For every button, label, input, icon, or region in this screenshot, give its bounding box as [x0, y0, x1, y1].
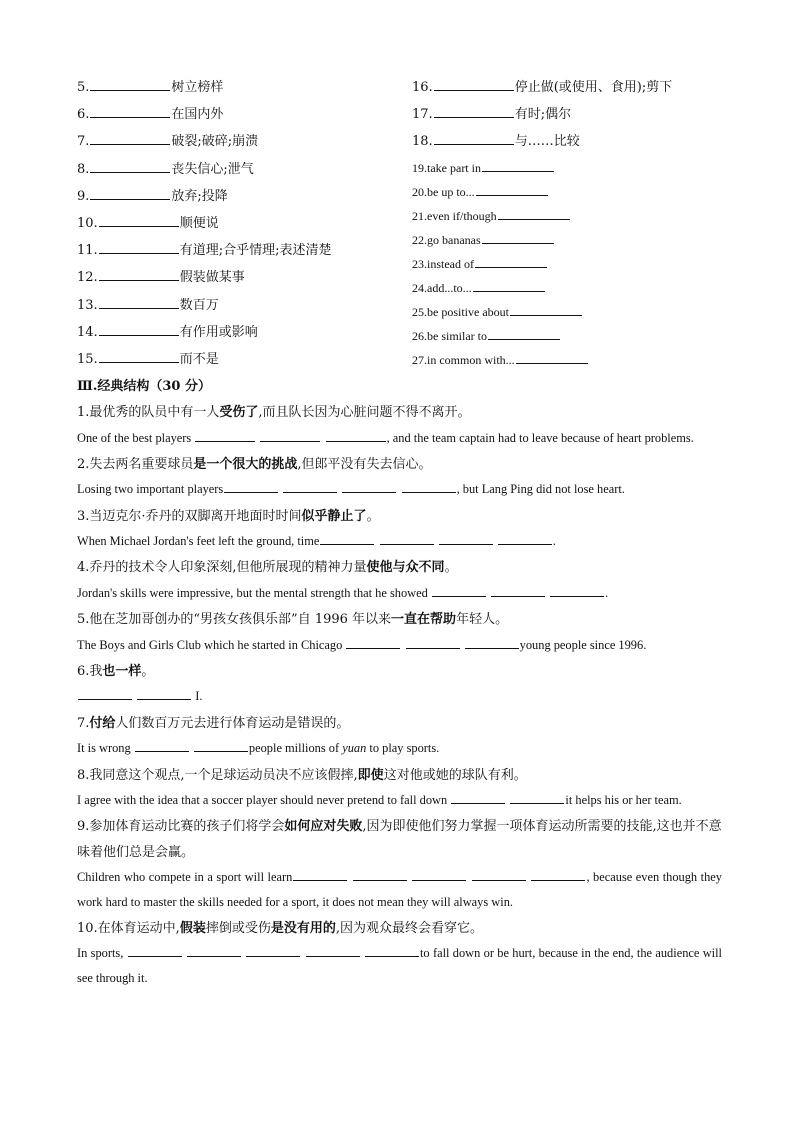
answer-blank[interactable] [510, 791, 564, 804]
answer-blank[interactable] [320, 532, 374, 545]
answer-blank[interactable] [498, 532, 552, 545]
answer-blank[interactable] [510, 303, 582, 316]
answer-blank[interactable] [128, 944, 182, 957]
vocab-left-column [77, 74, 397, 373]
answer-blank[interactable] [194, 739, 248, 752]
answer-blank[interactable] [342, 480, 396, 493]
vocab-item: 12. 假装做某事 [77, 264, 397, 291]
vocab-item: 26.be similar to [412, 324, 742, 348]
question-3 [77, 504, 722, 554]
answer-blank[interactable] [516, 351, 588, 364]
answer-blank[interactable] [476, 183, 548, 196]
vocab-right-column [412, 74, 742, 372]
answer-blank[interactable] [406, 636, 460, 649]
answer-blank[interactable] [434, 75, 514, 91]
question-4 [77, 555, 722, 605]
answer-blank[interactable] [434, 129, 514, 145]
answer-blank[interactable] [353, 868, 407, 881]
vocab-item: 5. 树立榜样 [77, 74, 397, 101]
answer-blank[interactable] [90, 102, 170, 118]
answer-blank[interactable] [135, 739, 189, 752]
question-answer-line: It is wrong people millions of yuan to play sports. [77, 741, 440, 756]
answer-blank[interactable] [326, 429, 386, 442]
vocab-item: 17. 有时;偶尔 [412, 101, 742, 128]
answer-blank[interactable] [224, 480, 278, 493]
answer-blank[interactable] [99, 211, 179, 227]
question-prompt: 10.在体育运动中,假装摔倒或受伤是没有用的,因为观众最终会看穿它。 [77, 920, 483, 936]
answer-blank[interactable] [439, 532, 493, 545]
answer-blank[interactable] [412, 868, 466, 881]
question-prompt: 4.乔丹的技术令人印象深刻,但他所展现的精神力量使他与众不同。 [77, 560, 458, 576]
answer-blank[interactable] [306, 944, 360, 957]
question-prompt: 7.付给人们数百万元去进行体育运动是错误的。 [77, 715, 350, 731]
answer-blank[interactable] [498, 207, 570, 220]
question-answer-line: Jordan's skills were impressive, but the mental strength that he showed . [77, 585, 609, 600]
vocab-item: 6. 在国内外 [77, 101, 397, 128]
answer-blank[interactable] [137, 687, 191, 700]
answer-blank[interactable] [346, 636, 400, 649]
answer-blank[interactable] [491, 584, 545, 597]
question-prompt: 2.失去两名重要球员是一个很大的挑战,但郎平没有失去信心。 [77, 456, 432, 472]
question-prompt: 9.参加体育运动比赛的孩子们将学会如何应对失败,因为即使他们努力掌握一项体育运动所需要的技能,这也并不意味着他们总是会赢。 [77, 819, 722, 860]
answer-blank[interactable] [473, 279, 545, 292]
question-answer-line: The Boys and Girls Club which he started in Chicago young people since 1996. [77, 637, 647, 652]
question-answer-line: I agree with the idea that a soccer player should never pretend to fall down it helps his or her team. [77, 793, 682, 808]
vocab-item: 15. 而不是 [77, 346, 397, 373]
vocab-item: 19.take part in [412, 156, 742, 180]
answer-blank[interactable] [195, 429, 255, 442]
answer-blank[interactable] [550, 584, 604, 597]
question-6 [77, 659, 722, 709]
vocab-item: 24.add...to... [412, 276, 742, 300]
answer-blank[interactable] [283, 480, 337, 493]
answer-blank[interactable] [293, 868, 347, 881]
answer-blank[interactable] [482, 159, 554, 172]
vocab-item: 16. 停止做(或使用、食用);剪下 [412, 74, 742, 101]
vocab-item: 13. 数百万 [77, 292, 397, 319]
classic-structures-section [77, 374, 722, 992]
question-answer-line: When Michael Jordan's feet left the ground, time . [77, 534, 556, 549]
question-answer-line: I. [77, 684, 722, 708]
vocab-item: 9. 放弃;投降 [77, 183, 397, 210]
vocab-item: 10. 顺便说 [77, 210, 397, 237]
answer-blank[interactable] [187, 944, 241, 957]
question-answer-line: Losing two important players , but Lang Ping did not lose heart. [77, 482, 625, 497]
question-prompt: 8.我同意这个观点,一个足球运动员决不应该假摔,即使这对他或她的球队有利。 [77, 767, 527, 783]
vocab-item: 18. 与……比较 [412, 128, 742, 155]
answer-blank[interactable] [475, 255, 547, 268]
question-1 [77, 400, 722, 450]
answer-blank[interactable] [432, 584, 486, 597]
question-9 [77, 814, 722, 914]
vocab-item: 25.be positive about [412, 300, 742, 324]
answer-blank[interactable] [451, 791, 505, 804]
answer-blank[interactable] [90, 157, 170, 173]
question-7 [77, 711, 722, 761]
question-2 [77, 452, 722, 502]
vocab-item: 27.in common with... [412, 348, 742, 372]
answer-blank[interactable] [90, 75, 170, 91]
answer-blank[interactable] [472, 868, 526, 881]
question-8 [77, 763, 722, 813]
question-prompt: 3.当迈克尔·乔丹的双脚离开地面时时间似乎静止了。 [77, 508, 380, 524]
vocab-item: 7. 破裂;破碎;崩溃 [77, 128, 397, 155]
answer-blank[interactable] [99, 293, 179, 309]
answer-blank[interactable] [488, 327, 560, 340]
question-answer-line: Children who compete in a sport will learn , because even though they work hard to master the skills needed for a sport, it does not mean they will always win. [77, 870, 722, 909]
question-10 [77, 916, 722, 990]
answer-blank[interactable] [99, 320, 179, 336]
answer-blank[interactable] [99, 265, 179, 281]
answer-blank[interactable] [90, 129, 170, 145]
answer-blank[interactable] [99, 347, 179, 363]
answer-blank[interactable] [531, 868, 585, 881]
answer-blank[interactable] [90, 184, 170, 200]
answer-blank[interactable] [465, 636, 519, 649]
answer-blank[interactable] [365, 944, 419, 957]
answer-blank[interactable] [402, 480, 456, 493]
answer-blank[interactable] [434, 102, 514, 118]
vocab-item: 8. 丧失信心;泄气 [77, 156, 397, 183]
answer-blank[interactable] [99, 238, 179, 254]
answer-blank[interactable] [78, 687, 132, 700]
answer-blank[interactable] [246, 944, 300, 957]
answer-blank[interactable] [380, 532, 434, 545]
vocab-item: 21.even if/though [412, 204, 742, 228]
answer-blank[interactable] [482, 231, 554, 244]
question-prompt: 5.他在芝加哥创办的“男孩女孩俱乐部”自 1996 年以来一直在帮助年轻人。 [77, 612, 509, 628]
vocab-item: 20.be up to... [412, 180, 742, 204]
section-title: Ⅲ.经典结构（30 分） [77, 379, 211, 394]
question-answer-line: One of the best players , and the team captain had to leave because of heart problems. [77, 430, 694, 445]
question-prompt: 6.我也一样。 [77, 663, 155, 679]
vocab-item: 23.instead of [412, 252, 742, 276]
vocab-item: 22.go bananas [412, 228, 742, 252]
answer-blank[interactable] [260, 429, 320, 442]
vocab-item: 14. 有作用或影响 [77, 319, 397, 346]
question-5 [77, 607, 722, 657]
vocab-item: 11. 有道理;合乎情理;表述清楚 [77, 237, 397, 264]
question-prompt: 1.最优秀的队员中有一人受伤了,而且队长因为心脏问题不得不离开。 [77, 405, 471, 420]
question-answer-line: In sports, to fall down or be hurt, because in the end, the audience will see through it. [77, 946, 722, 985]
